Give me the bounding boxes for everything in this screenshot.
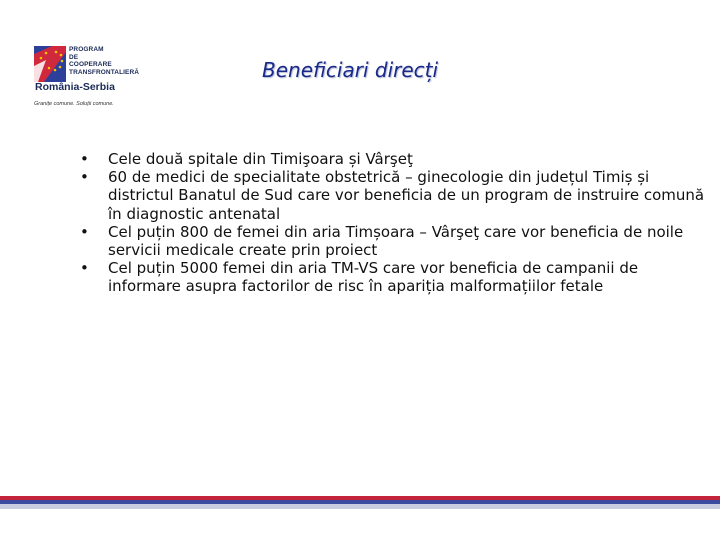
logo-program-line: PROGRAM bbox=[69, 46, 104, 53]
bullet-dot-icon: • bbox=[80, 168, 89, 187]
bullet-text: Cel puțin 800 de femei din aria Timșoara – Vârşeţ care vor beneficia de noile servicii medicale create prin proiect bbox=[108, 222, 684, 260]
logo-program-text bbox=[69, 46, 139, 76]
program-logo bbox=[34, 44, 144, 110]
eu-flag-icon bbox=[34, 46, 66, 82]
logo-country: România-Serbia bbox=[35, 81, 115, 93]
slide-title: Beneficiari direcți bbox=[262, 58, 439, 82]
bullet-item bbox=[80, 168, 714, 223]
bullet-item bbox=[80, 223, 714, 259]
logo-program-line: COOPERARE bbox=[69, 61, 112, 69]
bullet-dot-icon: • bbox=[80, 150, 89, 168]
bullet-dot-icon: • bbox=[80, 259, 89, 278]
bullet-item bbox=[80, 259, 714, 295]
logo-tagline: Granițe comune. Soluții comune. bbox=[34, 101, 114, 107]
bullet-dot-icon: • bbox=[80, 222, 89, 241]
logo-program-line: TRANSFRONTALIERĂ bbox=[69, 68, 140, 76]
bullet-text: Cel puțin 5000 femei din aria TM-VS care vor beneficia de campanii de informare asupra factorilor de risc în apariția malformațiilor fetale bbox=[108, 259, 639, 296]
bullet-text: 60 de medici de specialitate obstetrică – ginecologie din județul Timiș și districtul Banatul de Sud care vor beneficia de un program de instruire comună în diagnostic antenatal bbox=[108, 168, 705, 223]
footer-stripe-bar bbox=[0, 496, 720, 512]
bullet-text: Cele două spitale din Timişoara și Vârşeţ bbox=[108, 150, 413, 168]
logo-program-line: DE bbox=[69, 53, 79, 61]
bullet-list bbox=[80, 150, 714, 296]
bullet-item bbox=[80, 150, 714, 168]
footer-stripe-light bbox=[0, 504, 720, 509]
